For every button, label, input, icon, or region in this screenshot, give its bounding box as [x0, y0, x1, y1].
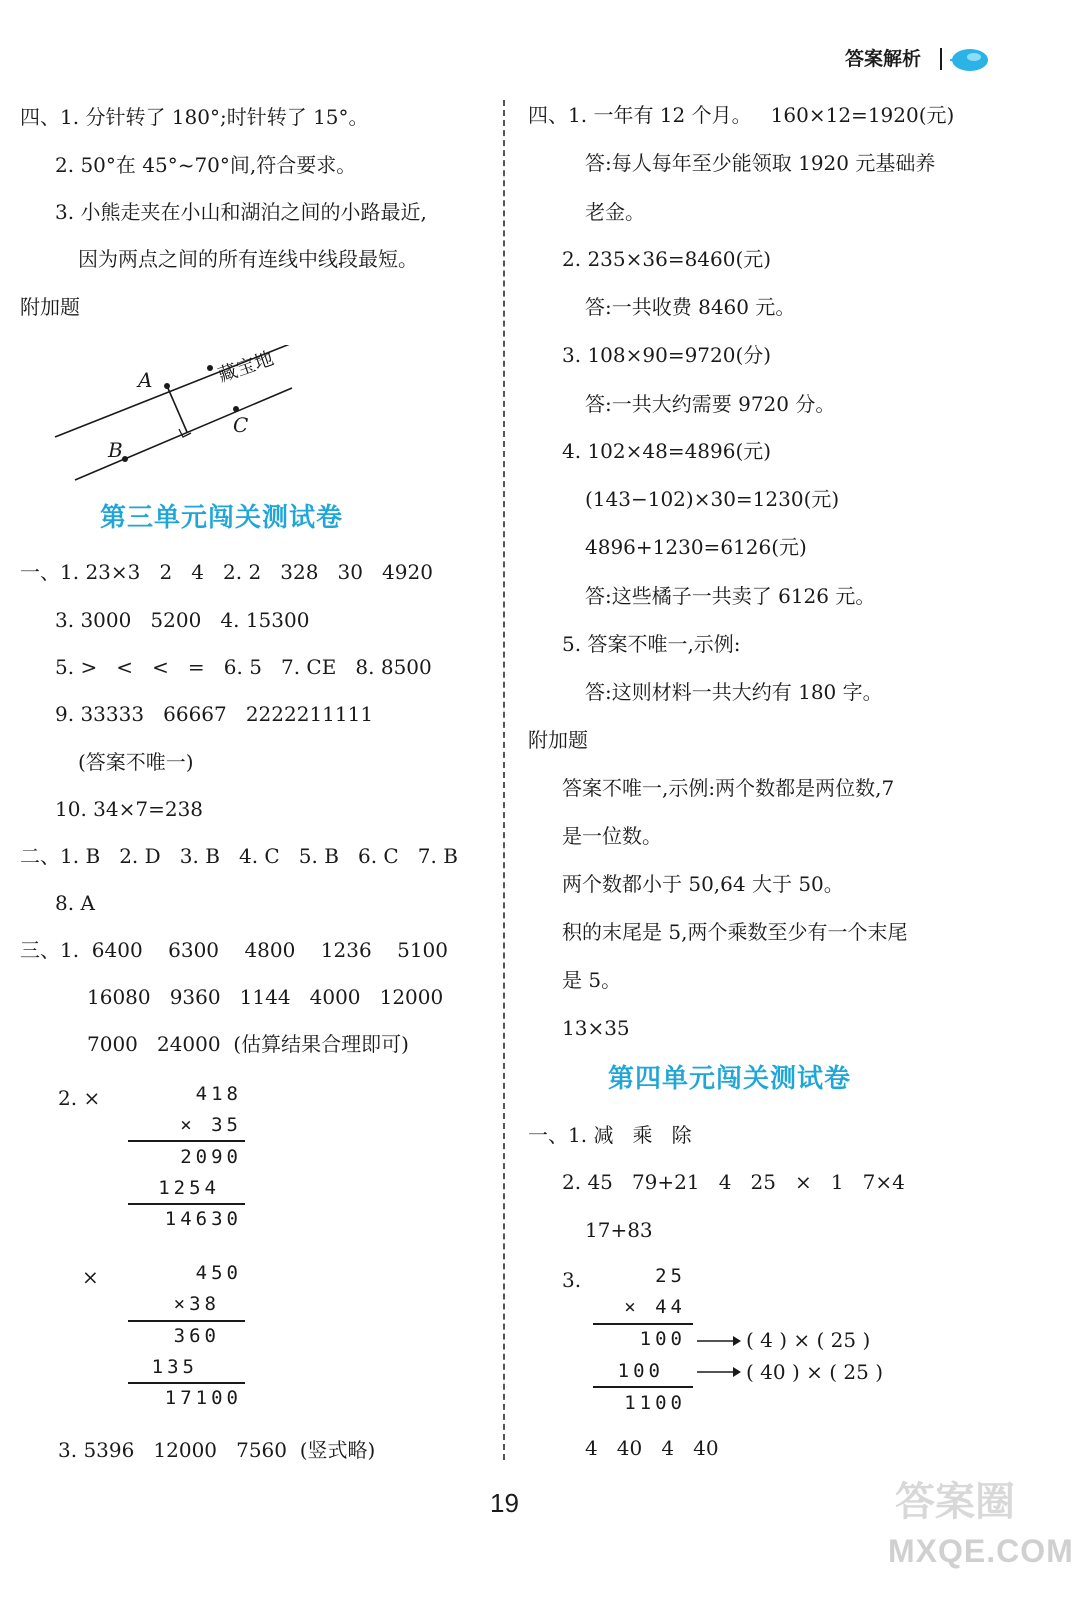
u3-q2-label: 2. ×	[58, 1086, 101, 1110]
label-b: B	[108, 438, 123, 462]
header-title: 答案解析	[845, 48, 922, 70]
calc1-rule1	[128, 1140, 245, 1142]
unit3-title: 第三单元闯关测试卷	[100, 503, 344, 533]
right-bonus-heading: 附加题	[528, 728, 588, 752]
u3-line3: 5. > < < = 6. 5 7. CE 8. 8500	[55, 655, 432, 679]
u3-line11: 7000 24000 (估算结果合理即可)	[87, 1032, 409, 1056]
right-s4-line2: 答:每人每年至少能领取 1920 元基础养	[585, 151, 936, 175]
right-s4-line6: 3. 108×90=9720(分)	[562, 343, 772, 367]
left-s4-q3a: 3. 小熊走夹在小山和湖泊之间的小路最近,	[55, 200, 427, 224]
left-s4-q2: 2. 50°在 45°~70°间,符合要求。	[55, 153, 357, 177]
calc3-annotation-2: ( 40 ) × ( 25 )	[746, 1360, 884, 1384]
right-s4-line5: 答:一共收费 8460 元。	[585, 295, 796, 319]
header-separator	[940, 48, 942, 70]
u4-line1: 一、1. 减 乘 除	[528, 1123, 692, 1147]
right-s4-line10: 4896+1230=6126(元)	[585, 535, 807, 559]
column-divider	[503, 100, 505, 1460]
calc2-rule2	[128, 1382, 245, 1384]
right-s4-line12: 5. 答案不唯一,示例:	[562, 632, 741, 656]
right-s4-line3: 老金。	[585, 200, 645, 224]
header-logo-icon	[948, 46, 990, 74]
u3-line7: 二、1. B 2. D 3. B 4. C 5. B 6. C 7. B	[20, 844, 458, 868]
point-treasure	[207, 365, 213, 371]
right-bonus-line2: 是一位数。	[562, 824, 662, 848]
right-s4-line4: 2. 235×36=8460(元)	[562, 247, 772, 271]
calc1-row2: × 35	[180, 1114, 242, 1136]
calc2-mark: ×	[82, 1265, 99, 1289]
point-c	[233, 406, 239, 412]
calc2-row4: 135	[151, 1356, 198, 1378]
calc3-row3: 100	[639, 1328, 686, 1350]
right-bonus-line4: 积的末尾是 5,两个乘数至少有一个末尾	[562, 920, 908, 944]
label-treasure: 藏宝地	[215, 347, 277, 387]
calc2-row3: 360	[173, 1325, 220, 1347]
left-s4-q3b: 因为两点之间的所有连线中线段最短。	[78, 247, 418, 271]
left-s4-q1: 四、1. 分针转了 180°;时针转了 15°。	[20, 105, 369, 129]
u3-line5: (答案不唯一)	[78, 750, 194, 774]
calc3-rule2	[593, 1386, 693, 1388]
label-a: A	[138, 368, 153, 392]
calc1-row3: 2090	[180, 1146, 242, 1168]
u3-line6: 10. 34×7=238	[55, 797, 204, 821]
u4-line2: 2. 45 79+21 4 25 × 1 7×4	[562, 1170, 905, 1194]
calc3-rule1	[593, 1323, 693, 1325]
calc1-rule2	[128, 1203, 245, 1205]
calc3-row2: × 44	[624, 1296, 686, 1318]
u4-line3: 17+83	[585, 1218, 653, 1242]
u3-line9: 三、1. 6400 6300 4800 1236 5100	[20, 938, 449, 962]
right-bonus-line3: 两个数都小于 50,64 大于 50。	[562, 872, 844, 896]
label-c: C	[233, 413, 249, 437]
calc3-row5: 1100	[624, 1392, 686, 1414]
parallel-line-bottom	[75, 388, 292, 480]
left-bonus-heading: 附加题	[20, 295, 80, 319]
calc3-row4: 100	[617, 1360, 664, 1382]
right-s4-line9: (143−102)×30=1230(元)	[585, 487, 840, 511]
calc2-row5: 17100	[164, 1387, 242, 1409]
calc1-row1: 418	[195, 1083, 242, 1105]
right-s4-line1: 四、1. 一年有 12 个月。 160×12=1920(元)	[528, 103, 955, 127]
right-s4-line8: 4. 102×48=4896(元)	[562, 439, 772, 463]
calc2-row1: 450	[195, 1262, 242, 1284]
right-bonus-line5: 是 5。	[562, 968, 622, 992]
right-bonus-line1: 答案不唯一,示例:两个数都是两位数,7	[562, 776, 895, 800]
arrow-head-1	[733, 1336, 741, 1346]
right-bonus-line6: 13×35	[562, 1016, 630, 1040]
arrow-head-2	[733, 1367, 741, 1377]
calc1-row5: 14630	[164, 1208, 242, 1230]
unit4-title: 第四单元闯关测试卷	[608, 1064, 852, 1094]
u3-line10: 16080 9360 1144 4000 12000	[87, 985, 444, 1009]
u3-line4: 9. 33333 66667 2222211111	[55, 702, 374, 726]
u3-q3: 3. 5396 12000 7560 (竖式略)	[58, 1438, 376, 1462]
right-s4-line7: 答:一共大约需要 9720 分。	[585, 392, 836, 416]
right-s4-line13: 答:这则材料一共大约有 180 字。	[585, 680, 883, 704]
right-s4-line11: 答:这些橘子一共卖了 6126 元。	[585, 584, 876, 608]
calc3-annotation-1: ( 4 ) × ( 25 )	[746, 1328, 871, 1352]
watermark-url: MXQE.COM	[888, 1533, 1074, 1569]
calc3-row1: 25	[655, 1265, 686, 1287]
u4-line4: 4 40 4 40	[585, 1436, 719, 1460]
watermark-logo: 答案圈	[895, 1480, 1015, 1524]
calc1-row4: 1254	[158, 1177, 220, 1199]
perpendicular-segment	[167, 386, 187, 432]
point-a	[164, 383, 170, 389]
u4-q3-label: 3.	[562, 1268, 582, 1292]
calc3-arrows	[695, 1333, 743, 1383]
u3-line1: 一、1. 23×3 2 4 2. 2 328 30 4920	[20, 560, 433, 584]
calc2-rule1	[128, 1320, 245, 1322]
u3-line8: 8. A	[55, 891, 95, 915]
page-number: 19	[490, 1488, 519, 1518]
calc2-row2: ×38	[173, 1293, 220, 1315]
u3-line2: 3. 3000 5200 4. 15300	[55, 608, 310, 632]
